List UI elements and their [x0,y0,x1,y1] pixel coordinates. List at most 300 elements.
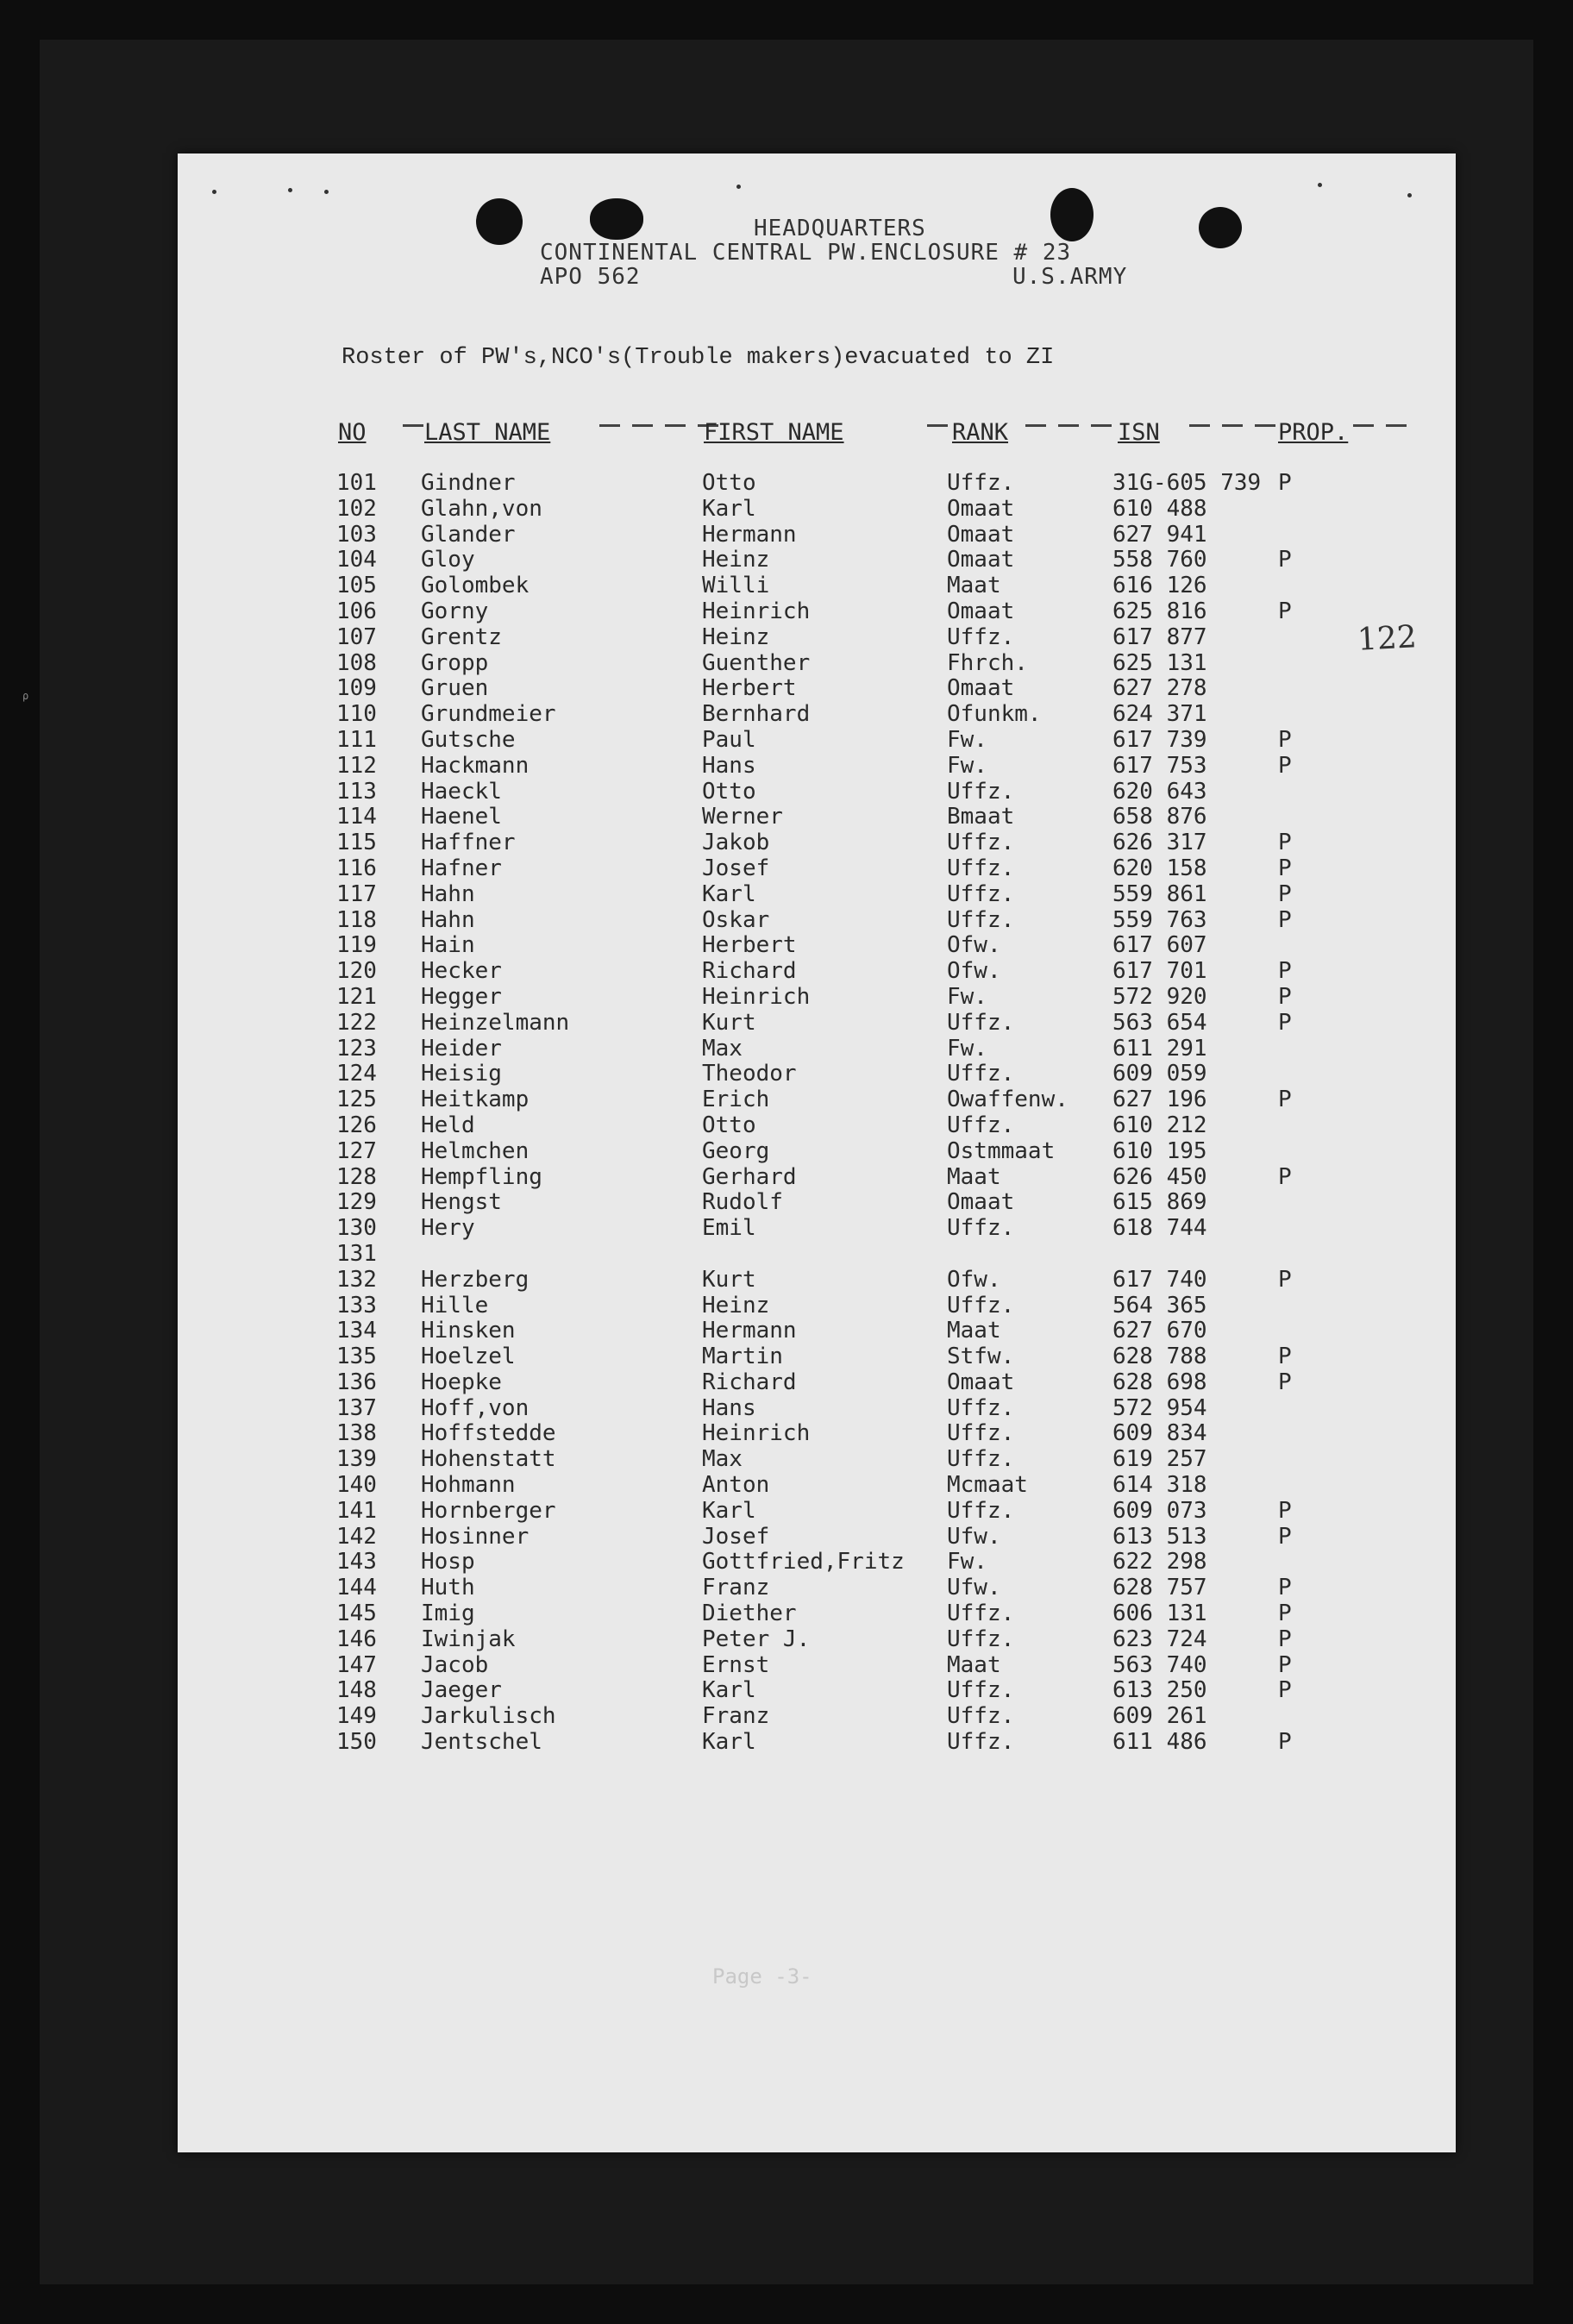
table-row [178,548,1456,573]
row-number: 124 [336,1061,377,1087]
row-number: 130 [336,1215,377,1242]
first-name-cell: Emil [702,1215,756,1242]
last-name-cell: Hoffstedde [421,1420,556,1447]
row-number: 101 [336,470,377,496]
first-name-cell: Erich [702,1087,770,1113]
first-name-cell: Gottfried,Fritz [702,1549,905,1575]
header-line-2: CONTINENTAL CENTRAL PW.ENCLOSURE # 23 [540,240,1072,266]
last-name-cell: Hackmann [421,752,530,779]
table-row [178,573,1456,599]
dash-segment [1091,424,1112,427]
rank-cell: Fw. [947,752,987,779]
last-name-cell: Gloy [421,547,475,573]
first-name-cell: Heinrich [702,1420,811,1447]
table-row [178,1165,1456,1191]
first-name-cell: Richard [702,1369,797,1395]
dash-segment [1353,424,1374,427]
table-row [178,1319,1456,1344]
prop-cell: P [1278,726,1292,753]
last-name-cell: Glahn,von [421,495,542,522]
dash-segment [632,424,653,427]
dash-segment [1025,424,1046,427]
table-row [178,856,1456,882]
table-row [178,676,1456,702]
rank-cell: Ofw. [947,932,1001,959]
first-name-cell: Otto [702,470,756,496]
last-name-cell: Jarkulisch [421,1703,556,1730]
last-name-cell: Grentz [421,623,502,650]
row-number: 127 [336,1137,377,1164]
table-row [178,754,1456,780]
first-name-cell: Heinz [702,1292,770,1319]
row-number: 112 [336,752,377,779]
isn-cell: 627 941 [1112,521,1207,548]
last-name-cell: Hornberger [421,1497,556,1524]
row-number: 135 [336,1344,377,1370]
last-name-cell: Heisig [421,1061,502,1087]
row-number: 129 [336,1189,377,1216]
last-name-cell: Hahn [421,880,475,907]
row-number: 138 [336,1420,377,1447]
last-name-cell: Hecker [421,958,502,985]
rank-cell: Bmaat [947,804,1015,830]
row-number: 114 [336,804,377,830]
table-row [178,1447,1456,1473]
isn-cell: 624 371 [1112,701,1207,728]
last-name-cell: Hille [421,1292,489,1319]
rank-cell: Uffz. [947,1394,1015,1421]
last-name-cell: Hosinner [421,1523,530,1550]
last-name-cell: Hoepke [421,1369,502,1395]
rank-cell: Uffz. [947,1061,1015,1087]
row-number: 149 [336,1703,377,1730]
row-number: 131 [336,1240,377,1267]
first-name-cell: Kurt [702,1009,756,1036]
table-row [178,959,1456,985]
rank-cell: Uffz. [947,1703,1015,1730]
table-row [178,985,1456,1011]
rank-cell: Uffz. [947,1497,1015,1524]
rank-cell: Uffz. [947,1626,1015,1652]
first-name-cell: Paul [702,726,756,753]
rank-cell: Ofw. [947,958,1001,985]
rank-cell: Uffz. [947,855,1015,881]
prop-cell: P [1278,1087,1292,1113]
handwritten-annotation: 122 [1356,619,1418,658]
row-number: 143 [336,1549,377,1575]
isn-cell: 658 876 [1112,804,1207,830]
isn-cell: 616 126 [1112,573,1207,599]
isn-cell: 609 073 [1112,1497,1207,1524]
isn-cell: 623 724 [1112,1626,1207,1652]
row-number: 133 [336,1292,377,1319]
isn-cell: 627 278 [1112,675,1207,702]
dash-segment [403,424,423,427]
prop-cell: P [1278,1729,1292,1756]
row-number: 119 [336,932,377,959]
document-page [178,153,1456,2152]
col-isn-header: ISN [1118,419,1160,446]
prop-cell: P [1278,1677,1292,1704]
isn-cell: 610 212 [1112,1112,1207,1138]
speck [736,185,741,189]
table-row [178,1627,1456,1653]
first-name-cell: Franz [702,1575,770,1601]
last-name-cell: Golombek [421,573,530,599]
prop-cell: P [1278,1163,1292,1190]
last-name-cell: Hosp [421,1549,475,1575]
table-row [178,1011,1456,1037]
table-row [178,1242,1456,1268]
isn-cell: 613 250 [1112,1677,1207,1704]
first-name-cell: Willi [702,573,770,599]
prop-cell: P [1278,983,1292,1010]
first-name-cell: Hermann [702,1318,797,1344]
first-name-cell: Karl [702,880,756,907]
isn-cell: 618 744 [1112,1215,1207,1242]
speck [324,190,329,194]
row-number: 122 [336,1009,377,1036]
last-name-cell: Hinsken [421,1318,516,1344]
rank-cell: Uffz. [947,1446,1015,1473]
last-name-cell: Heitkamp [421,1087,530,1113]
prop-cell: P [1278,752,1292,779]
isn-cell: 609 261 [1112,1703,1207,1730]
row-number: 140 [336,1472,377,1499]
row-number: 136 [336,1369,377,1395]
prop-cell: P [1278,1523,1292,1550]
table-row [178,1062,1456,1087]
row-number: 148 [336,1677,377,1704]
prop-cell: P [1278,1600,1292,1627]
speck [212,190,216,194]
rank-cell: Uffz. [947,830,1015,856]
row-number: 102 [336,495,377,522]
isn-cell: 563 654 [1112,1009,1207,1036]
last-name-cell: Haenel [421,804,502,830]
first-name-cell: Herbert [702,675,797,702]
last-name-cell: Gutsche [421,726,516,753]
rank-cell: Uffz. [947,1292,1015,1319]
table-row [178,1601,1456,1627]
first-name-cell: Guenther [702,649,811,676]
table-row [178,1653,1456,1679]
first-name-cell: Rudolf [702,1189,783,1216]
isn-cell: 627 670 [1112,1318,1207,1344]
table-row [178,1294,1456,1319]
isn-cell: 617 753 [1112,752,1207,779]
first-name-cell: Kurt [702,1266,756,1293]
isn-cell: 614 318 [1112,1472,1207,1499]
prop-cell: P [1278,547,1292,573]
table-row [178,882,1456,908]
isn-cell: 617 739 [1112,726,1207,753]
isn-cell: 620 158 [1112,855,1207,881]
dash-segment [1058,424,1079,427]
row-number: 116 [336,855,377,881]
rank-cell: Uffz. [947,1420,1015,1447]
dash-segment [927,424,948,427]
isn-cell: 620 643 [1112,778,1207,805]
punch-hole-1 [476,198,523,245]
table-row [178,1113,1456,1139]
rank-cell: Fw. [947,726,987,753]
dash-segment [599,424,620,427]
isn-cell: 615 869 [1112,1189,1207,1216]
table-row [178,1216,1456,1242]
dash-segment [1222,424,1243,427]
row-number: 109 [336,675,377,702]
first-name-cell: Oskar [702,906,770,933]
rank-cell: Omaat [947,598,1015,624]
prop-cell: P [1278,855,1292,881]
first-name-cell: Heinrich [702,598,811,624]
table-row [178,1344,1456,1370]
row-number: 134 [336,1318,377,1344]
table-row [178,1704,1456,1730]
last-name-cell: Glander [421,521,516,548]
row-number: 147 [336,1651,377,1678]
row-number: 105 [336,573,377,599]
rank-cell: Uffz. [947,1677,1015,1704]
row-number: 104 [336,547,377,573]
row-number: 107 [336,623,377,650]
row-number: 111 [336,726,377,753]
isn-cell: 617 740 [1112,1266,1207,1293]
dash-segment [1189,424,1210,427]
first-name-cell: Peter J. [702,1626,811,1652]
last-name-cell: Hoelzel [421,1344,516,1370]
last-name-cell: Haeckl [421,778,502,805]
isn-cell: 628 698 [1112,1369,1207,1395]
first-name-cell: Max [702,1446,743,1473]
prop-cell: P [1278,1626,1292,1652]
first-name-cell: Franz [702,1703,770,1730]
isn-cell: 626 317 [1112,830,1207,856]
dash-segment [665,424,686,427]
table-row [178,1550,1456,1575]
last-name-cell: Hohmann [421,1472,516,1499]
rank-cell: Uffz. [947,1600,1015,1627]
rank-cell: Stfw. [947,1344,1015,1370]
last-name-cell: Haffner [421,830,516,856]
first-name-cell: Werner [702,804,783,830]
prop-cell: P [1278,830,1292,856]
last-name-cell: Herzberg [421,1266,530,1293]
last-name-cell: Heider [421,1035,502,1062]
first-name-cell: Heinz [702,547,770,573]
punch-hole-3 [1050,188,1094,241]
prop-cell: P [1278,1651,1292,1678]
col-no-header: NO [338,419,367,446]
isn-cell: 606 131 [1112,1600,1207,1627]
isn-cell: 572 954 [1112,1394,1207,1421]
first-name-cell: Otto [702,1112,756,1138]
last-name-cell: Hengst [421,1189,502,1216]
isn-cell: 610 488 [1112,495,1207,522]
first-name-cell: Jakob [702,830,770,856]
table-row [178,805,1456,830]
first-name-cell: Josef [702,855,770,881]
last-name-cell: Gorny [421,598,489,624]
col-first-name-header: FIRST NAME [704,419,844,446]
isn-cell: 559 763 [1112,906,1207,933]
table-row [178,1190,1456,1216]
table-row [178,625,1456,651]
roster-table [178,471,1456,1756]
table-row [178,497,1456,523]
rank-cell: Ostmmaat [947,1137,1056,1164]
table-row [178,702,1456,728]
first-name-cell: Heinz [702,623,770,650]
last-name-cell: Gruen [421,675,489,702]
last-name-cell: Huth [421,1575,475,1601]
row-number: 132 [336,1266,377,1293]
rank-cell: Uffz. [947,1009,1015,1036]
row-number: 126 [336,1112,377,1138]
row-number: 108 [336,649,377,676]
last-name-cell: Heinzelmann [421,1009,570,1036]
isn-cell: 611 486 [1112,1729,1207,1756]
rank-cell: Omaat [947,547,1015,573]
isn-cell: 617 701 [1112,958,1207,985]
first-name-cell: Hans [702,1394,756,1421]
rank-cell: Ofunkm. [947,701,1042,728]
roster-title: Roster of PW's,NCO's(Trouble makers)evacuated to ZI [342,345,1055,371]
first-name-cell: Karl [702,1497,756,1524]
rank-cell: Maat [947,1163,1001,1190]
last-name-cell: Hafner [421,855,502,881]
table-row [178,908,1456,934]
row-number: 145 [336,1600,377,1627]
col-rank-header: RANK [952,419,1009,446]
table-row [178,1473,1456,1499]
isn-cell: 627 196 [1112,1087,1207,1113]
isn-cell: 628 788 [1112,1344,1207,1370]
rank-cell: Fhrch. [947,649,1028,676]
rank-cell: Uffz. [947,778,1015,805]
table-row [178,933,1456,959]
first-name-cell: Max [702,1035,743,1062]
prop-cell: P [1278,1575,1292,1601]
last-name-cell: Gindner [421,470,516,496]
isn-cell: 564 365 [1112,1292,1207,1319]
row-number: 118 [336,906,377,933]
rank-cell: Ufw. [947,1523,1001,1550]
rank-cell: Fw. [947,983,987,1010]
table-row [178,1139,1456,1165]
row-number: 137 [336,1394,377,1421]
table-row [178,1730,1456,1756]
rank-cell: Uffz. [947,1215,1015,1242]
dash-segment [1386,424,1407,427]
rank-cell: Ufw. [947,1575,1001,1601]
first-name-cell: Ernst [702,1651,770,1678]
table-row [178,1268,1456,1294]
isn-cell: 622 298 [1112,1549,1207,1575]
row-number: 115 [336,830,377,856]
first-name-cell: Herbert [702,932,797,959]
isn-cell: 628 757 [1112,1575,1207,1601]
table-row [178,1087,1456,1113]
dash-segment [1255,424,1275,427]
last-name-cell: Hohenstatt [421,1446,556,1473]
last-name-cell: Hain [421,932,475,959]
isn-cell: 626 450 [1112,1163,1207,1190]
first-name-cell: Georg [702,1137,770,1164]
isn-cell: 609 059 [1112,1061,1207,1087]
header-line-1: HEADQUARTERS [754,216,926,241]
prop-cell: P [1278,470,1292,496]
last-name-cell: Gropp [421,649,489,676]
rank-cell: Ofw. [947,1266,1001,1293]
last-name-cell: Hempfling [421,1163,542,1190]
last-name-cell: Hoff,von [421,1394,530,1421]
row-number: 120 [336,958,377,985]
first-name-cell: Karl [702,495,756,522]
first-name-cell: Otto [702,778,756,805]
rank-cell: Uffz. [947,1729,1015,1756]
side-mark: ρ [22,690,29,702]
rank-cell: Owaffenw. [947,1087,1069,1113]
first-name-cell: Josef [702,1523,770,1550]
table-row [178,471,1456,497]
first-name-cell: Richard [702,958,797,985]
first-name-cell: Theodor [702,1061,797,1087]
last-name-cell: Jaeger [421,1677,502,1704]
table-row [178,599,1456,625]
row-number: 106 [336,598,377,624]
last-name-cell: Grundmeier [421,701,556,728]
rank-cell: Uffz. [947,623,1015,650]
prop-cell: P [1278,598,1292,624]
isn-cell: 617 877 [1112,623,1207,650]
last-name-cell: Jacob [421,1651,489,1678]
last-name-cell: Hery [421,1215,475,1242]
first-name-cell: Gerhard [702,1163,797,1190]
isn-cell: 31G-605 739 [1112,470,1262,496]
table-row [178,830,1456,856]
isn-cell: 559 861 [1112,880,1207,907]
col-prop-header: PROP. [1278,419,1349,446]
isn-cell: 558 760 [1112,547,1207,573]
isn-cell: 619 257 [1112,1446,1207,1473]
header-army: U.S.ARMY [1012,264,1128,290]
punch-hole-2 [590,198,643,240]
isn-cell: 625 816 [1112,598,1207,624]
prop-cell: P [1278,958,1292,985]
rank-cell: Fw. [947,1035,987,1062]
first-name-cell: Hans [702,752,756,779]
last-name-cell: Hahn [421,906,475,933]
row-number: 141 [336,1497,377,1524]
rank-cell: Omaat [947,521,1015,548]
table-row [178,1575,1456,1601]
isn-cell: 572 920 [1112,983,1207,1010]
first-name-cell: Anton [702,1472,770,1499]
first-name-cell: Heinrich [702,983,811,1010]
row-number: 146 [336,1626,377,1652]
table-row [178,1370,1456,1396]
rank-cell: Omaat [947,1369,1015,1395]
header-apo: APO 562 [540,264,641,290]
row-number: 121 [336,983,377,1010]
table-row [178,523,1456,548]
page-footer: Page -3- [712,1964,812,1989]
prop-cell: P [1278,1266,1292,1293]
first-name-cell: Karl [702,1729,756,1756]
first-name-cell: Bernhard [702,701,811,728]
